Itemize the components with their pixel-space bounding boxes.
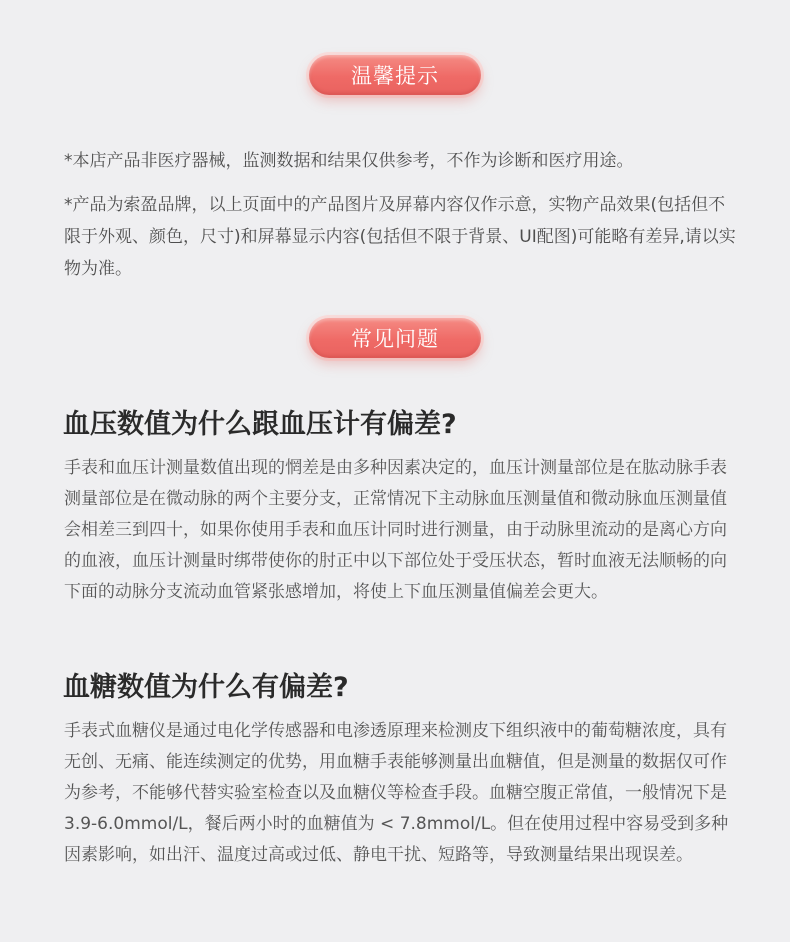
faq-badge-wrap	[0, 318, 790, 358]
notice-badge-wrap	[0, 55, 790, 95]
faq-section-badge: 常见问题	[309, 318, 481, 358]
notice-paragraph-2: *产品为索盈品牌，以上页面中的产品图片及屏幕内容仅作示意，实物产品效果(包括但不限于外观、颜色，尺寸)和屏幕显示内容(包括但不限于背景、UI配图)可能略有差异,请以实物为准。	[64, 195, 736, 279]
faq-question-blood-pressure: 血压数值为什么跟血压计有偏差?	[63, 409, 457, 440]
notice-section-badge: 温馨提示	[309, 55, 481, 95]
notice-paragraph-1: *本店产品非医疗器械，监测数据和结果仅供参考，不作为诊断和医疗用途。	[64, 151, 634, 171]
faq-answer-blood-pressure: 手表和血压计测量数值出现的惘差是由多种因素决定的，血压计测量部位是在肱动脉手表测量部位是在微动脉的两个主要分支，正常情况下主动脉血压测量值和微动脉血压测量值会相差三到四十，如果你使用手表和血压计同时进行测量，由于动脉里流动的是离心方向的血液，血压计测量时绑带使你的肘正中以下部位处于受压状态，暂时血液无法顺畅的向下面的动脉分支流动血管紧张感增加，将使上下血压测量值偏差会更大。	[64, 458, 727, 602]
faq-answer-blood-sugar: 手表式血糖仪是通过电化学传感器和电渗透原理来检测皮下组织液中的葡萄糖浓度，具有无创、无痛、能连续测定的优势，用血糖手表能够测量出血糖值，但是测量的数据仅可作为参考，不能够代替实验室检查以及血糖仪等检查手段。血糖空腹正常值，一般情况下是3.9-6.0mmol/L，餐后两小时的血糖值为 < 7.8mmol/L。但在使用过程中容易受到多种因素影响，如出汗、温度过高或过低、静电干扰、短路等，导致测量结果出现误差。	[64, 721, 729, 865]
faq-question-blood-sugar: 血糖数值为什么有偏差?	[63, 672, 349, 703]
